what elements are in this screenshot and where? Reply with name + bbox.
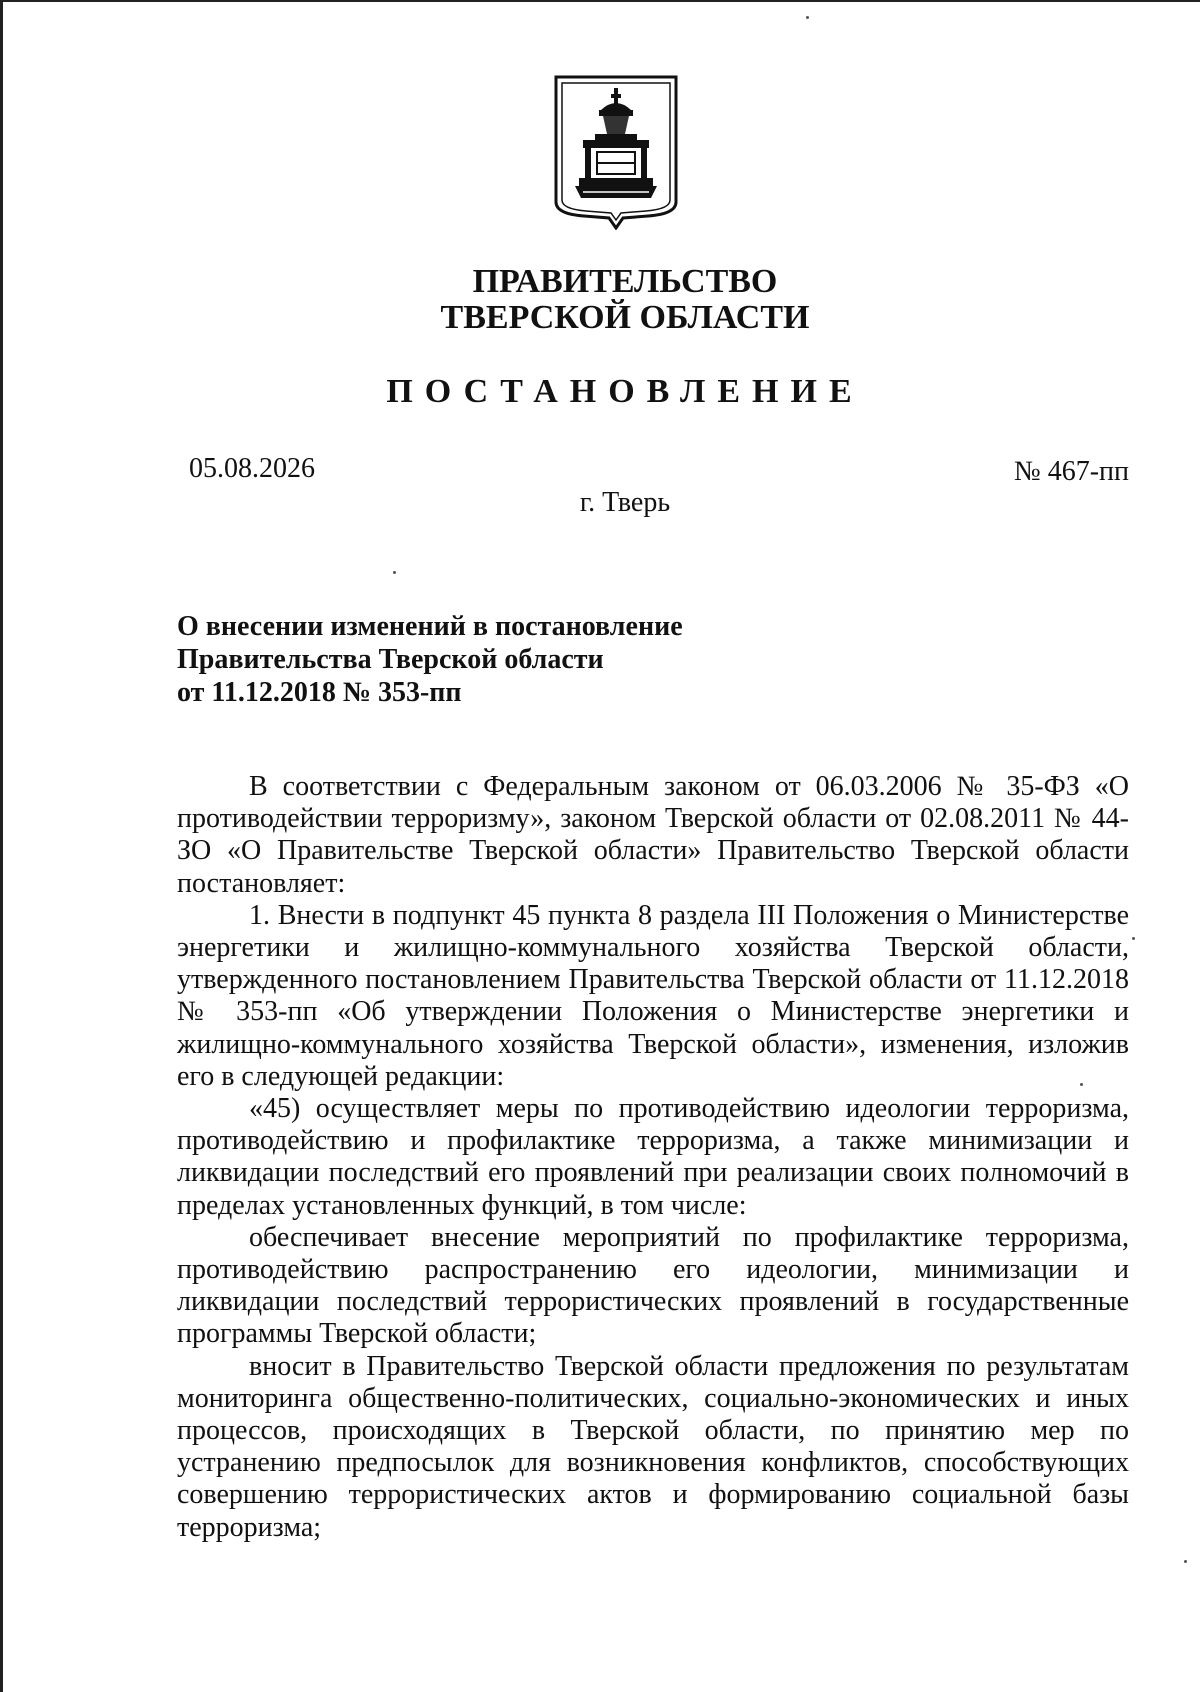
- subject-line1: О внесении изменений в постановление: [177, 611, 683, 642]
- body-paragraph-ensures: обеспечивает внесение мероприятий по профилактике терроризма, противодействию распространению его идеологии, минимизации и ликвидации последствий террористических проявлений в государственные программы Тверской области;: [177, 1221, 1129, 1350]
- body-paragraph-preamble: В соответствии с Федеральным законом от 06.03.2006 № 35-ФЗ «О противодействии терроризму», законом Тверской области от 02.08.2011 № 44-ЗО «О Правительстве Тверской области» Правительство Тверской области постановляет:: [177, 771, 1129, 899]
- government-title-line2: ТВЕРСКОЙ ОБЛАСТИ: [440, 299, 810, 336]
- body-paragraph-item1: 1. Внести в подпункт 45 пункта 8 раздела III Положения о Министерстве энергетики и жилищно-коммунального хозяйства Тверской области, утвержденного постановлением Правительства Тверской области от 11.12.2018 № 353-пп «Об утверждении Положения о Министерстве энергетики и жилищно-коммунального хозяйства Тверской области», изменения, изложив его в следующей редакции:: [177, 899, 1129, 1092]
- body-paragraph-subitem45: «45) осуществляет меры по противодействию идеологии терроризма, противодействию и профилактике терроризма, а также минимизации и ликвидации последствий его проявлений при реализации своих полномочий в пределах установленных функций, в том числе:: [177, 1093, 1129, 1221]
- document-body: [177, 771, 1129, 1544]
- document-date: 05.08.2026: [189, 453, 315, 484]
- document-city: г. Тверь: [579, 487, 671, 518]
- scan-speck: [393, 571, 396, 574]
- scan-edge-top: [0, 0, 1200, 2]
- scan-speck: [806, 16, 809, 19]
- scan-speck: [1080, 1083, 1083, 1086]
- document-type: ПОСТАНОВЛЕНИЕ: [386, 373, 864, 410]
- scan-edge-left: [0, 0, 3, 1692]
- scan-speck: [1132, 937, 1135, 940]
- government-title-line1: ПРАВИТЕЛЬСТВО: [472, 263, 778, 300]
- document-number: № 467-пп: [1013, 456, 1129, 487]
- subject-line3: от 11.12.2018 № 353-пп: [177, 677, 462, 708]
- document-subject: [177, 610, 683, 709]
- body-paragraph-submits: вносит в Правительство Тверской области предложения по результатам мониторинга общественно-политических, социально-экономических и иных процессов, происходящих в Тверской области, по принятию мер по устранению предпосылок для возникновения конфликтов, способствующих совершению террористических актов и формированию социальной базы терроризма;: [177, 1350, 1129, 1543]
- subject-line2: Правительства Тверской области: [177, 644, 604, 675]
- scan-speck: [1184, 1560, 1187, 1563]
- tver-coat-of-arms-icon: [553, 74, 679, 230]
